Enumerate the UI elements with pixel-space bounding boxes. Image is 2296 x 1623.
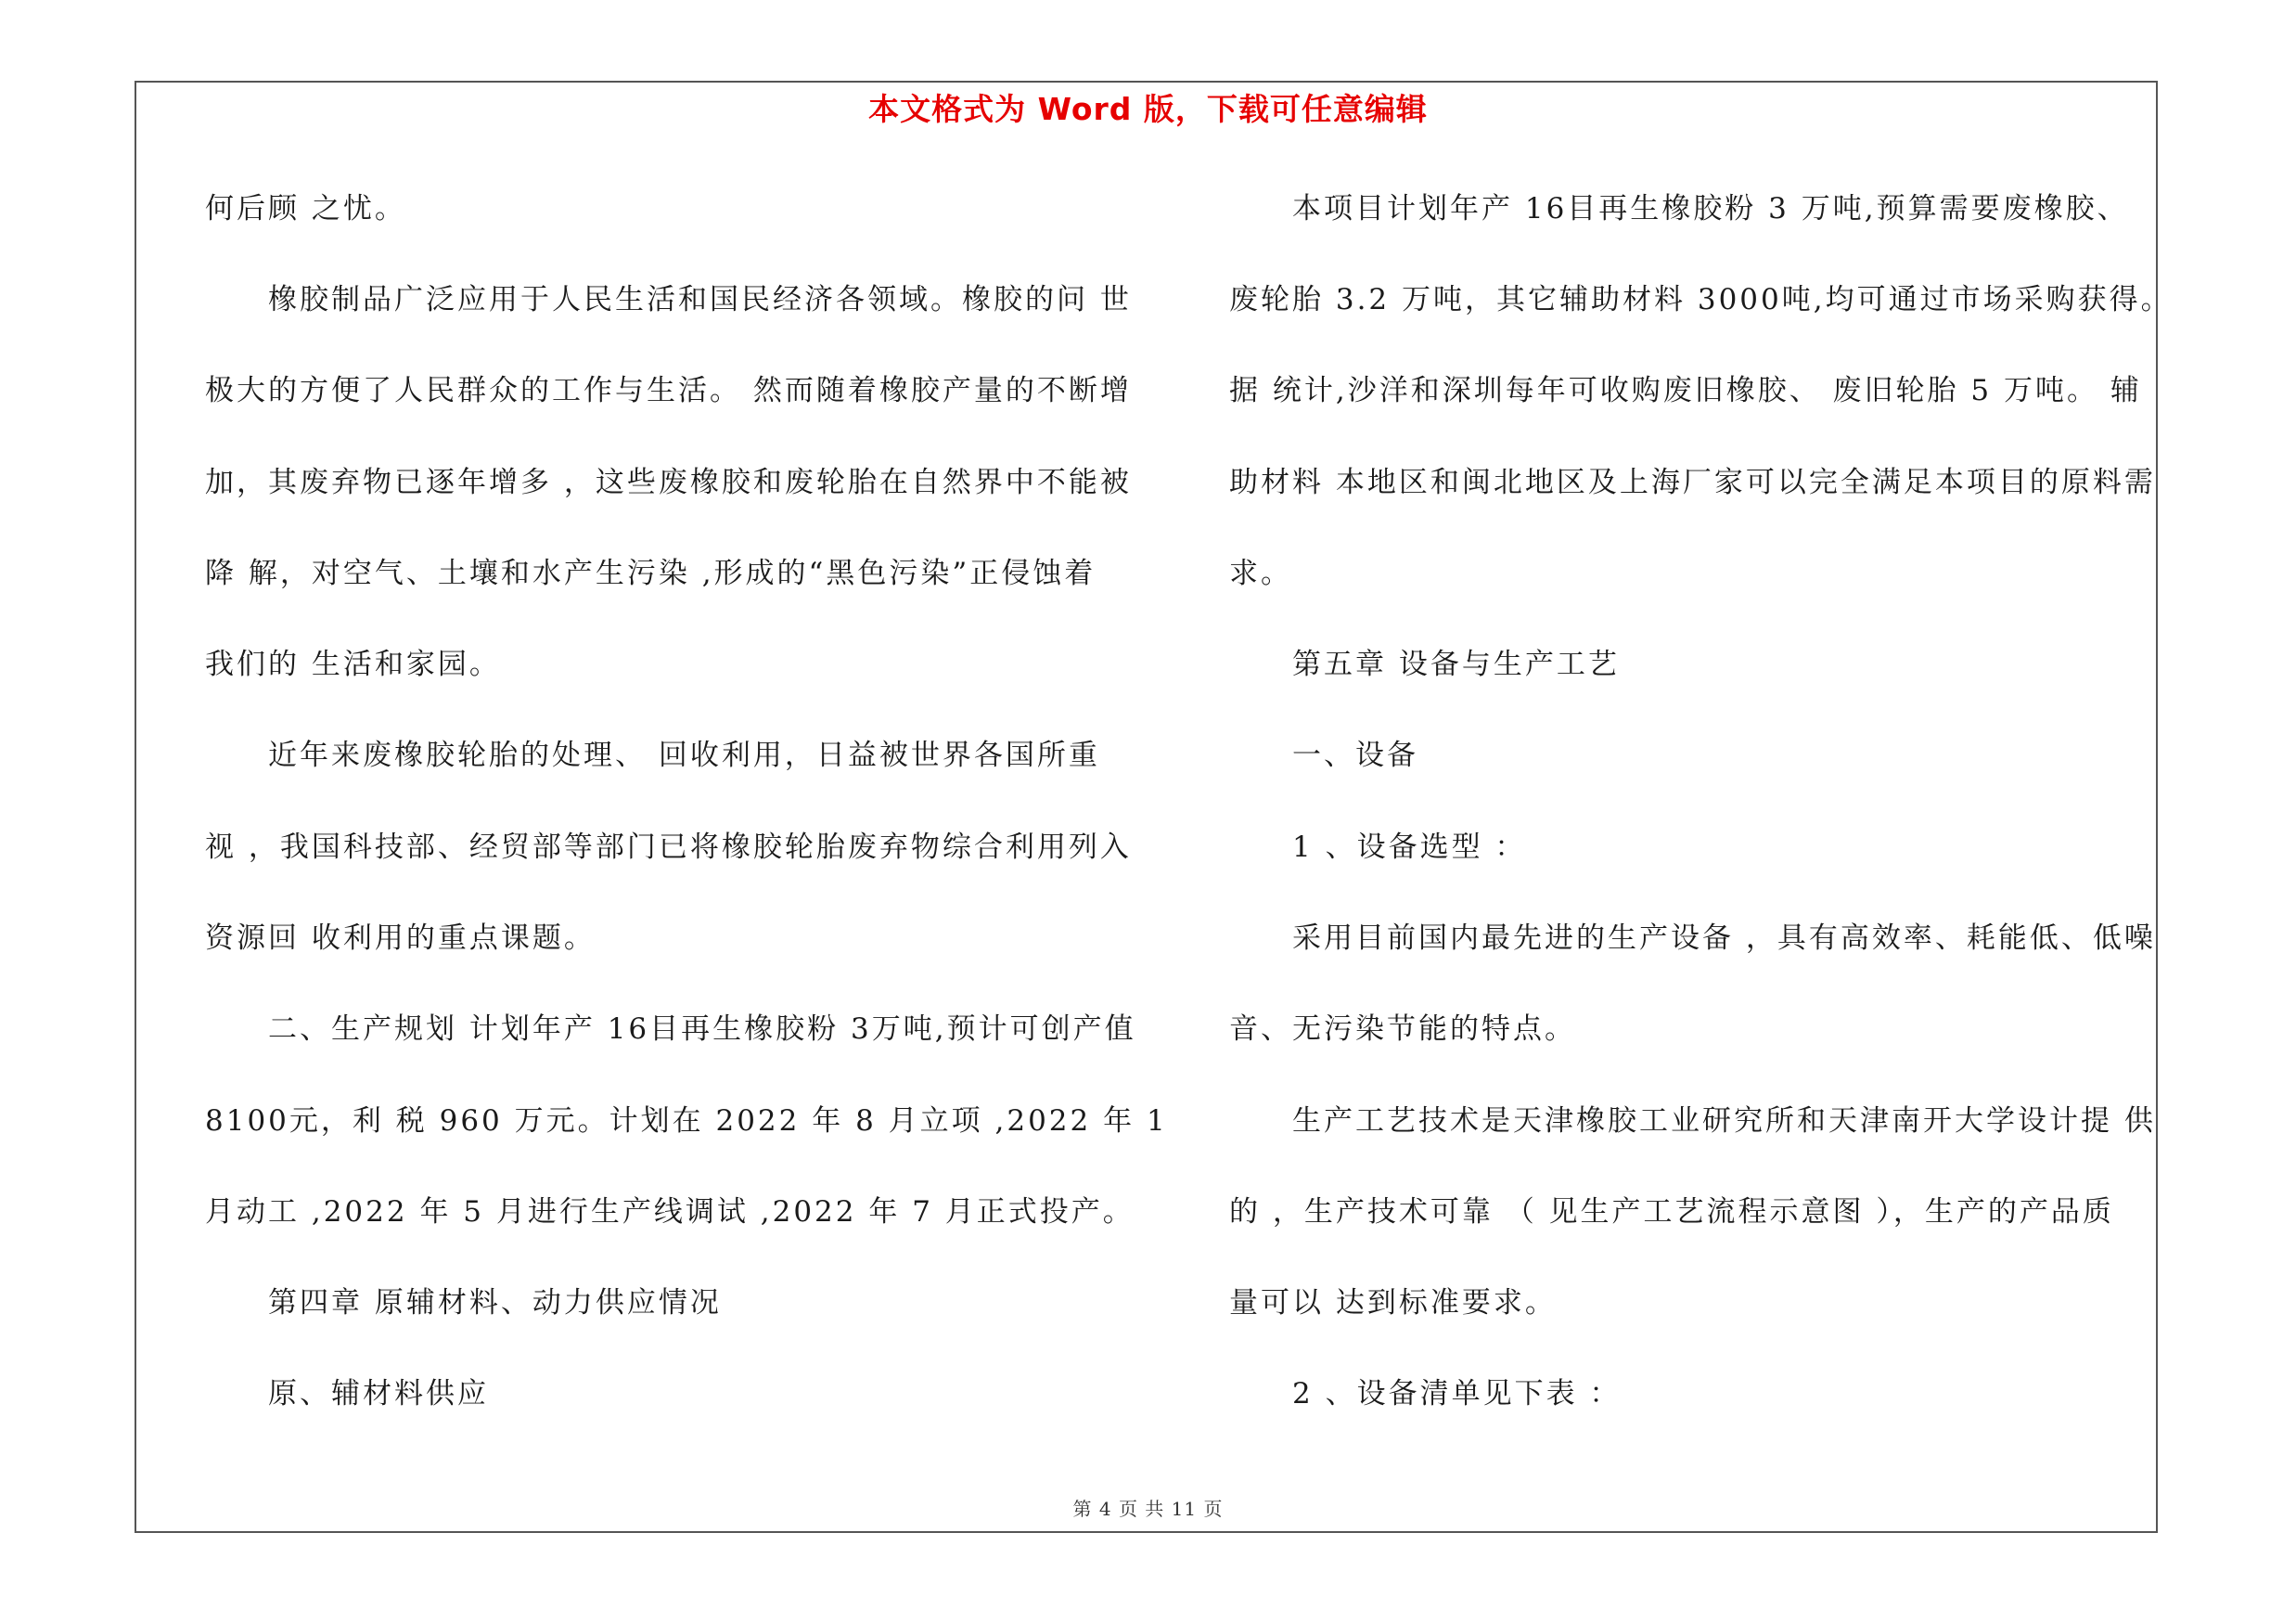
- text-line: 生产工艺技术是天津橡胶工业研究所和天津南开大学设计提 供: [1229, 1104, 2156, 1138]
- text-line: 采用目前国内最先进的生产设备 ，具有高效率、耗能低、低噪: [1229, 921, 2156, 955]
- text-line: 视 ，我国科技部、经贸部等部门已将橡胶轮胎废弃物综合利用列入: [205, 831, 1132, 864]
- text-line: 的 ，生产技术可靠 （ 见生产工艺流程示意图 ），生产的产品质: [1229, 1195, 2114, 1229]
- text-line: 资源回 收利用的重点课题。: [205, 921, 596, 955]
- text-line: 橡胶制品广泛应用于人民生活和国民经济各领域。橡胶的问 世: [205, 283, 1132, 316]
- text-line: 二、生产规划 计划年产 16目再生橡胶粉 3万吨,预计可创产值: [205, 1012, 1136, 1046]
- format-notice-banner: 本文格式为 Word 版，下载可任意编辑: [868, 91, 1428, 127]
- text-line: 求。: [1229, 557, 1292, 590]
- text-line: 降 解，对空气、土壤和水产生污染 ,形成的“黑色污染”正侵蚀着: [205, 557, 1097, 590]
- text-line: 据 统计,沙洋和深圳每年可收购废旧橡胶、 废旧轮胎 5 万吨。 辅: [1229, 374, 2142, 407]
- subsection-heading: 1 、设备选型 ：: [1229, 831, 1527, 864]
- right-column: [1229, 0, 2194, 1623]
- subsection-heading: 2 、设备清单见下表 ：: [1229, 1377, 1622, 1410]
- text-line: 极大的方便了人民群众的工作与生活。 然而随着橡胶产量的不断增: [205, 374, 1132, 407]
- text-line: 月动工 ,2022 年 5 月进行生产线调试 ,2022 年 7 月正式投产。: [205, 1195, 1135, 1229]
- text-line: 近年来废橡胶轮胎的处理、 回收利用，日益被世界各国所重: [205, 739, 1100, 772]
- section-heading: 原、辅材料供应: [205, 1377, 489, 1410]
- text-line: 8100元，利 税 960 万元。计划在 2022 年 8 月立项 ,2022 年 1: [205, 1104, 1168, 1138]
- text-line: 加，其废弃物已逐年增多 ，这些废橡胶和废轮胎在自然界中不能被: [205, 466, 1132, 499]
- text-line: 音、无污染节能的特点。: [1229, 1012, 1576, 1046]
- chapter-heading: 第四章 原辅材料、动力供应情况: [205, 1286, 722, 1320]
- text-line: 我们的 生活和家园。: [205, 648, 501, 681]
- section-heading: 一、设备: [1229, 739, 1418, 772]
- text-line: 助材料 本地区和闽北地区及上海厂家可以完全满足本项目的原料需: [1229, 466, 2156, 499]
- chapter-heading: 第五章 设备与生产工艺: [1229, 648, 1620, 681]
- text-line: 废轮胎 3.2 万吨，其它辅助材料 3000吨,均可通过市场采购获得。: [1229, 283, 2173, 316]
- text-line: 量可以 达到标准要求。: [1229, 1286, 1557, 1320]
- page-number-footer: 第 4 页 共 11 页: [1072, 1498, 1224, 1520]
- text-line: 本项目计划年产 16目再生橡胶粉 3 万吨,预算需要废橡胶、: [1229, 192, 2129, 225]
- text-line: 何后顾 之忧。: [205, 192, 406, 225]
